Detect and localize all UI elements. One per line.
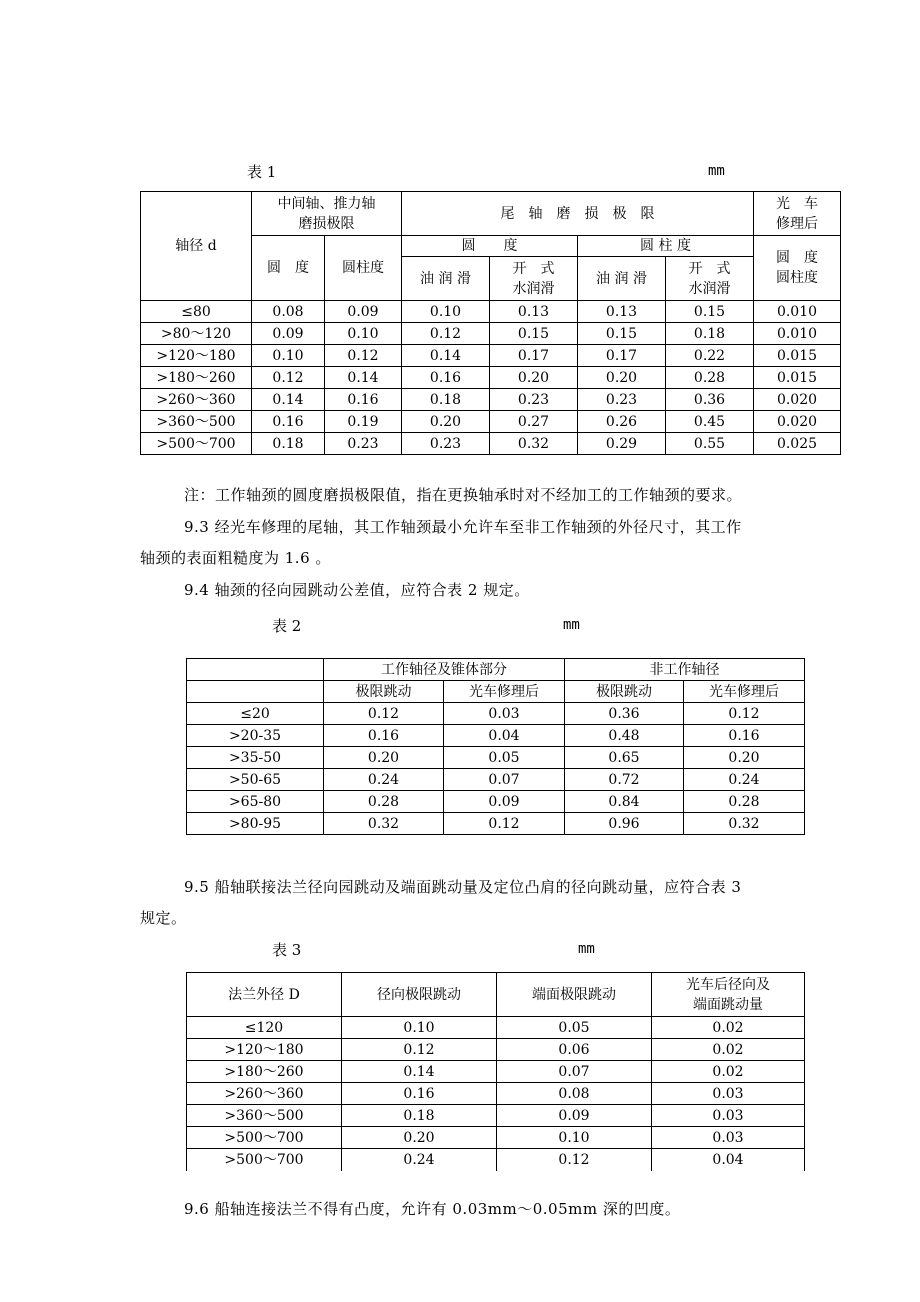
row-range: ≤120 [187,1017,342,1039]
table-row [187,813,805,835]
row-range: >360～500 [141,411,252,433]
table-cell: 0.12 [684,703,805,725]
table-cell: 0.16 [342,1083,497,1105]
row-range: >50-65 [187,769,324,791]
table-cell: 0.28 [666,367,754,389]
table3-unit: mm [578,941,595,957]
table-cell: 0.12 [325,345,402,367]
header-blank-2 [187,681,324,703]
table-cell: 0.32 [490,433,578,455]
row-range: >20-35 [187,725,324,747]
header-open2-line2: 水润滑 [688,280,731,297]
header-mid-shaft [252,192,402,236]
table-cell: 0.10 [342,1017,497,1039]
table-cell: 0.65 [565,747,684,769]
row-range: >80-95 [187,813,324,835]
table3-body [187,1017,805,1171]
header-roundness: 圆 度 [252,236,325,301]
table-row [187,1017,805,1039]
table-row [187,769,805,791]
header-oil-2: 油 润 滑 [578,257,666,301]
table-cell: 0.13 [490,301,578,323]
table-cell: 0.17 [578,345,666,367]
table-row [141,389,841,411]
table-cell: 0.04 [652,1149,805,1171]
table-cell: 0.22 [666,345,754,367]
header-open2-line1: 开 式 [688,260,731,277]
table-cell: 0.12 [342,1039,497,1061]
row-range: >120～180 [141,345,252,367]
row-range: >180～260 [187,1061,342,1083]
table-cell: 0.24 [684,769,805,791]
table-cell: 0.84 [565,791,684,813]
table-row [187,703,805,725]
table-row [141,301,841,323]
header-shaft: 轴径 d [141,192,252,301]
header-open-water [490,257,578,301]
table-cell: 0.14 [342,1061,497,1083]
table-row [187,1061,805,1083]
table-cell: 0.04 [444,725,565,747]
header-open-line1: 开 式 [512,260,555,277]
table-cell: 0.55 [666,433,754,455]
table3-label: 表 3 [272,941,302,959]
header-lathe [754,192,841,236]
row-range: >500～700 [187,1149,342,1171]
row-range: >260～360 [141,389,252,411]
header-after-lathe [652,973,805,1017]
table-row [141,433,841,455]
table-cell: 0.15 [666,301,754,323]
table-cell: 0.09 [252,323,325,345]
table-cell: 0.14 [402,345,490,367]
table-cell: 0.12 [402,323,490,345]
table2-body [187,703,805,835]
table-cell: 0.24 [324,769,444,791]
table-cell: 0.96 [565,813,684,835]
table-cell: 0.03 [652,1127,805,1149]
table-cell: 0.28 [684,791,805,813]
table-cell: 0.16 [252,411,325,433]
row-range: >180～260 [141,367,252,389]
para-9-6: 9.6 船轴连接法兰不得有凸度，允许有 0.03mm～0.05mm 深的凹度。 [184,1200,681,1218]
table-cell: 0.18 [342,1105,497,1127]
table-cell: 0.10 [325,323,402,345]
table-cell: 0.32 [684,813,805,835]
table-cell: 0.15 [490,323,578,345]
table-cell: 0.02 [652,1061,805,1083]
table-row [187,725,805,747]
table-cell: 0.02 [652,1039,805,1061]
table-cell: 0.12 [497,1149,652,1171]
table-cell: 0.24 [342,1149,497,1171]
table-cell: 0.07 [497,1061,652,1083]
table-cell: 0.28 [324,791,444,813]
header-oil: 油 润 滑 [402,257,490,301]
table-cell: 0.26 [578,411,666,433]
row-range: ≤80 [141,301,252,323]
table-cell: 0.23 [578,389,666,411]
header-limit-2: 极限跳动 [565,681,684,703]
table-cell: 0.10 [497,1127,652,1149]
table-cell: 0.015 [754,345,841,367]
header-after-line1: 光车后径向及 [686,976,770,993]
table-cell: 0.09 [444,791,565,813]
table-row [187,1039,805,1061]
table-cell: 0.14 [325,367,402,389]
table-cell: 0.20 [402,411,490,433]
header-open-line2: 水润滑 [512,280,555,297]
header-work-shaft: 工作轴径及锥体部分 [324,659,565,681]
table-row [187,791,805,813]
table-cell: 0.48 [565,725,684,747]
table-row [141,345,841,367]
table-cell: 0.10 [402,301,490,323]
header-round-cyl [754,236,841,301]
table-row [141,411,841,433]
table-cell: 0.025 [754,433,841,455]
table-cell: 0.20 [684,747,805,769]
table-cell: 0.03 [652,1083,805,1105]
table-cell: 0.07 [444,769,565,791]
row-range: >80～120 [141,323,252,345]
table-cell: 0.05 [444,747,565,769]
table-cell: 0.02 [652,1017,805,1039]
table-cell: 0.08 [497,1083,652,1105]
header-after: 光车修理后 [444,681,565,703]
table1-body [141,301,841,455]
table-cell: 0.18 [666,323,754,345]
header-after-2: 光车修理后 [684,681,805,703]
para-9-3-line1: 9.3 经光车修理的尾轴，其工作轴颈最小允许车至非工作轴颈的外径尺寸，其工作 [184,518,742,536]
header-radial: 径向极限跳动 [342,973,497,1017]
header-limit: 极限跳动 [324,681,444,703]
table-cell: 0.13 [578,301,666,323]
table1-unit: mm [708,163,725,179]
table-cell: 0.27 [490,411,578,433]
table-cell: 0.010 [754,323,841,345]
header-tail-shaft: 尾 轴 磨 损 极 限 [402,192,754,236]
table-cell: 0.72 [565,769,684,791]
para-9-3-line2: 轴颈的表面粗糙度为 1.6 。 [140,549,331,567]
header-mid-line1: 中间轴、推力轴 [277,195,376,212]
header-face: 端面极限跳动 [497,973,652,1017]
header-lathe-line2: 修理后 [776,215,818,232]
para-9-5-line2: 规定。 [140,909,187,927]
row-range: ≤20 [187,703,324,725]
header-open-water-2 [666,257,754,301]
header-tail-cylindricity: 圆 柱 度 [578,236,754,257]
table1 [140,191,841,455]
table-cell: 0.03 [444,703,565,725]
header-tail-roundness: 圆 度 [402,236,578,257]
table-cell: 0.06 [497,1039,652,1061]
table-cell: 0.36 [565,703,684,725]
table-cell: 0.16 [324,725,444,747]
table-cell: 0.20 [324,747,444,769]
table-cell: 0.09 [497,1105,652,1127]
para-9-5-line1: 9.5 船轴联接法兰径向园跳动及端面跳动量及定位凸肩的径向跳动量，应符合表 3 [184,878,742,896]
table-row [187,1127,805,1149]
table-cell: 0.15 [578,323,666,345]
table-cell: 0.18 [402,389,490,411]
table-cell: 0.16 [402,367,490,389]
table-cell: 0.45 [666,411,754,433]
table-cell: 0.32 [324,813,444,835]
table-cell: 0.18 [252,433,325,455]
table-row [141,367,841,389]
table-row [187,1149,805,1171]
table-row [141,323,841,345]
table-cell: 0.020 [754,389,841,411]
row-range: >260～360 [187,1083,342,1105]
table-cell: 0.16 [325,389,402,411]
para-9-4: 9.4 轴颈的径向园跳动公差值，应符合表 2 规定。 [184,581,530,599]
header-rc-line1: 圆 度 [776,250,818,266]
table-cell: 0.020 [754,411,841,433]
table2 [186,658,805,835]
table-cell: 0.20 [578,367,666,389]
table-cell: 0.17 [490,345,578,367]
table-cell: 0.23 [402,433,490,455]
header-lathe-line1: 光 车 [776,195,818,212]
table-cell: 0.12 [252,367,325,389]
table-row [187,1105,805,1127]
header-blank [187,659,324,681]
table2-unit: mm [563,617,580,633]
row-range: >500～700 [187,1127,342,1149]
table-cell: 0.14 [252,389,325,411]
table-cell: 0.36 [666,389,754,411]
note: 注：工作轴颈的圆度磨损极限值，指在更换轴承时对不经加工的工作轴颈的要求。 [184,486,743,504]
row-range: >360～500 [187,1105,342,1127]
table-cell: 0.010 [754,301,841,323]
header-after-line2: 端面跳动量 [693,996,763,1013]
row-range: >500～700 [141,433,252,455]
table1-label: 表 1 [247,163,277,181]
table-cell: 0.03 [652,1105,805,1127]
header-cylindricity: 圆柱度 [325,236,402,301]
table-cell: 0.23 [325,433,402,455]
table-row [187,747,805,769]
table-cell: 0.015 [754,367,841,389]
table-cell: 0.10 [252,345,325,367]
row-range: >120～180 [187,1039,342,1061]
table2-label: 表 2 [272,617,302,635]
header-flange: 法兰外径 D [187,973,342,1017]
table-cell: 0.29 [578,433,666,455]
row-range: >35-50 [187,747,324,769]
table-cell: 0.19 [325,411,402,433]
header-nonwork-shaft: 非工作轴径 [565,659,805,681]
table-cell: 0.05 [497,1017,652,1039]
header-rc-line2: 圆柱度 [776,270,818,286]
table-cell: 0.12 [324,703,444,725]
table-row [187,1083,805,1105]
table-cell: 0.20 [342,1127,497,1149]
header-mid-line2: 磨损极限 [298,215,355,232]
table-cell: 0.23 [490,389,578,411]
table-cell: 0.08 [252,301,325,323]
table-cell: 0.09 [325,301,402,323]
table-cell: 0.12 [444,813,565,835]
table3 [186,972,805,1171]
table-cell: 0.20 [490,367,578,389]
row-range: >65-80 [187,791,324,813]
table-cell: 0.16 [684,725,805,747]
